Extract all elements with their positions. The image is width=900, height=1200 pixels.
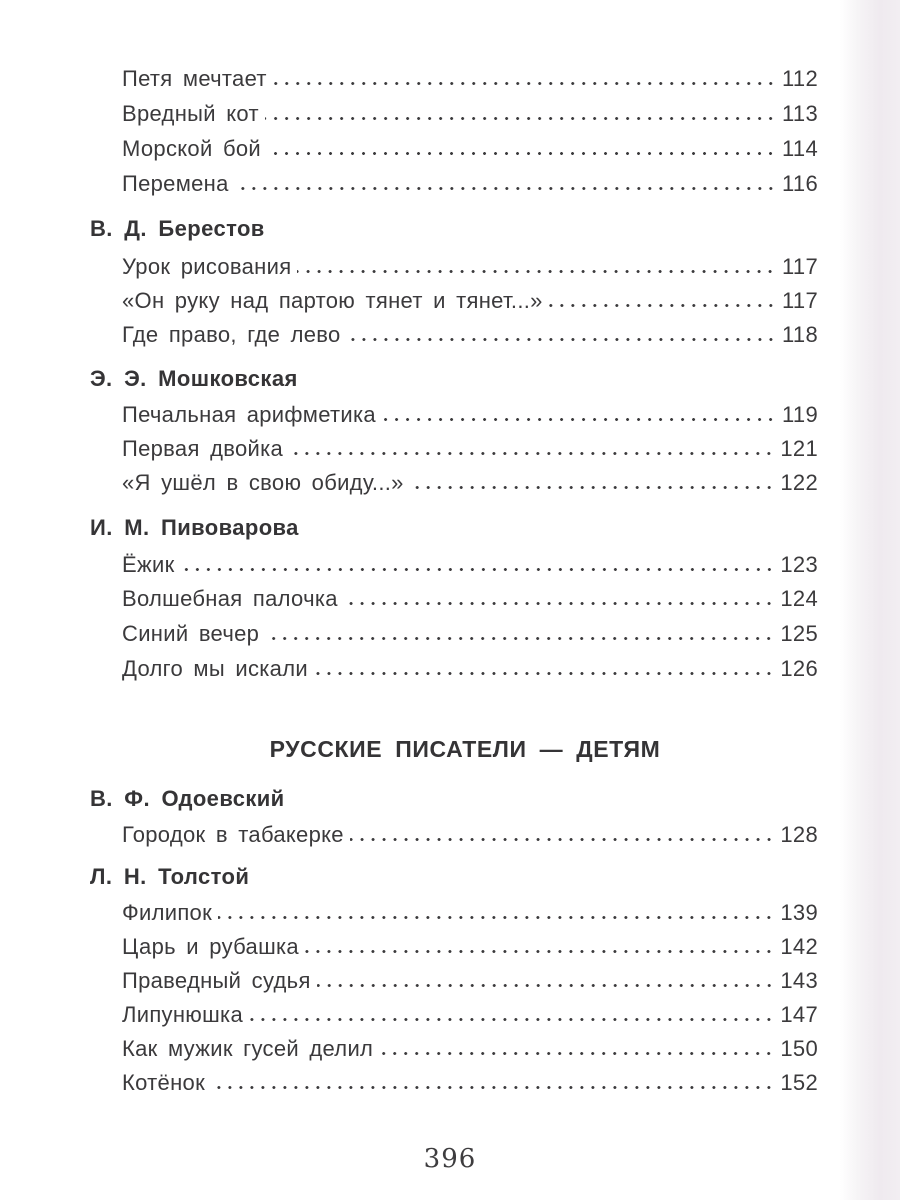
dot-leader (297, 250, 776, 274)
entry-title: Долго мы искали (122, 656, 308, 681)
toc-entry (122, 250, 818, 280)
entry-page: 123 (780, 552, 818, 577)
toc-entry (122, 930, 818, 960)
dot-leader (314, 652, 774, 676)
toc-entry (122, 1066, 818, 1096)
dot-leader (410, 466, 775, 490)
dot-leader (181, 548, 775, 572)
entry-title: Печальная арифметика (122, 402, 376, 427)
dot-leader (350, 818, 775, 842)
toc-entry (122, 432, 818, 462)
toc-entry (122, 167, 818, 197)
entry-title: Вредный кот (122, 101, 259, 126)
toc-entry (122, 818, 818, 848)
dot-leader (549, 284, 776, 308)
entry-title: Первая двойка (122, 436, 284, 461)
toc-entry (122, 582, 818, 612)
author-heading: Л. Н. Толстой (90, 864, 250, 889)
toc-entry (122, 398, 818, 428)
entry-page: 150 (780, 1036, 818, 1061)
toc-entry (122, 318, 818, 348)
entry-title: «Он руку над партою тянет и тянет...» (122, 288, 543, 313)
entry-page: 139 (780, 900, 818, 925)
dot-leader (218, 896, 774, 920)
entry-page: 143 (780, 968, 818, 993)
entry-title: Ёжик (122, 552, 175, 577)
toc-entry (122, 998, 818, 1028)
entry-title: Урок рисования (122, 254, 292, 279)
dot-leader (211, 1066, 774, 1090)
dot-leader (382, 398, 776, 422)
dot-leader (317, 964, 775, 988)
dot-leader (273, 62, 776, 86)
entry-page: 147 (780, 1002, 818, 1027)
toc-entry (122, 617, 818, 647)
dot-leader (235, 167, 776, 191)
section-heading (0, 736, 900, 763)
dot-leader (344, 582, 775, 606)
author-heading: И. М. Пивоварова (90, 515, 299, 540)
dot-leader (265, 617, 774, 641)
entry-page: 142 (780, 934, 818, 959)
dot-leader (305, 930, 774, 954)
entry-title: Праведный судья (122, 968, 311, 993)
toc-entry (122, 132, 818, 162)
toc-entry (122, 964, 818, 994)
entry-page: 126 (780, 656, 818, 681)
entry-page: 128 (780, 822, 818, 847)
dot-leader (265, 97, 776, 121)
entry-page: 112 (782, 66, 818, 91)
entry-title: Царь и рубашка (122, 934, 299, 959)
author-heading: В. Д. Берестов (90, 216, 265, 241)
entry-page: 122 (780, 470, 818, 495)
entry-page: 117 (782, 288, 818, 313)
entry-page: 113 (782, 101, 818, 126)
entry-title: Волшебная палочка (122, 586, 338, 611)
toc-entry (122, 548, 818, 578)
dot-leader (249, 998, 774, 1022)
entry-page: 121 (780, 436, 818, 461)
entry-title: Котёнок (122, 1070, 205, 1095)
toc-entry (122, 284, 818, 314)
entry-title: Морской бой (122, 136, 261, 161)
dot-leader (347, 318, 776, 342)
entry-title: Липунюшка (122, 1002, 243, 1027)
dot-leader (267, 132, 776, 156)
entry-page: 152 (780, 1070, 818, 1095)
entry-page: 118 (782, 322, 818, 347)
section-heading-text: РУССКИЕ ПИСАТЕЛИ — ДЕТЯМ (269, 736, 661, 762)
dot-leader (289, 432, 774, 456)
entry-title: Городок в табакерке (122, 822, 344, 847)
toc-entry (122, 466, 818, 496)
entry-title: Как мужик гусей делил (122, 1036, 374, 1061)
toc-entry (122, 896, 818, 926)
page-number: 396 (423, 1144, 477, 1174)
entry-page: 125 (780, 621, 818, 646)
toc-entry (122, 1032, 818, 1062)
entry-title: Синий вечер (122, 621, 260, 646)
entry-page: 117 (782, 254, 818, 279)
entry-title: Где право, где лево (122, 322, 341, 347)
entry-page: 116 (782, 171, 818, 196)
author-heading: В. Ф. Одоевский (90, 786, 285, 811)
entry-title: Перемена (122, 171, 229, 196)
dot-leader (379, 1032, 774, 1056)
entry-title: «Я ушёл в свою обиду...» (122, 470, 404, 495)
entry-page: 114 (782, 136, 818, 161)
toc-entry (122, 652, 818, 682)
entry-title: Петя мечтает (122, 66, 267, 91)
toc-entry (122, 97, 818, 127)
entry-page: 119 (782, 402, 818, 427)
entry-title: Филипок (122, 900, 213, 925)
author-heading: Э. Э. Мошковская (90, 366, 298, 391)
entry-page: 124 (780, 586, 818, 611)
toc-entry (122, 62, 818, 92)
